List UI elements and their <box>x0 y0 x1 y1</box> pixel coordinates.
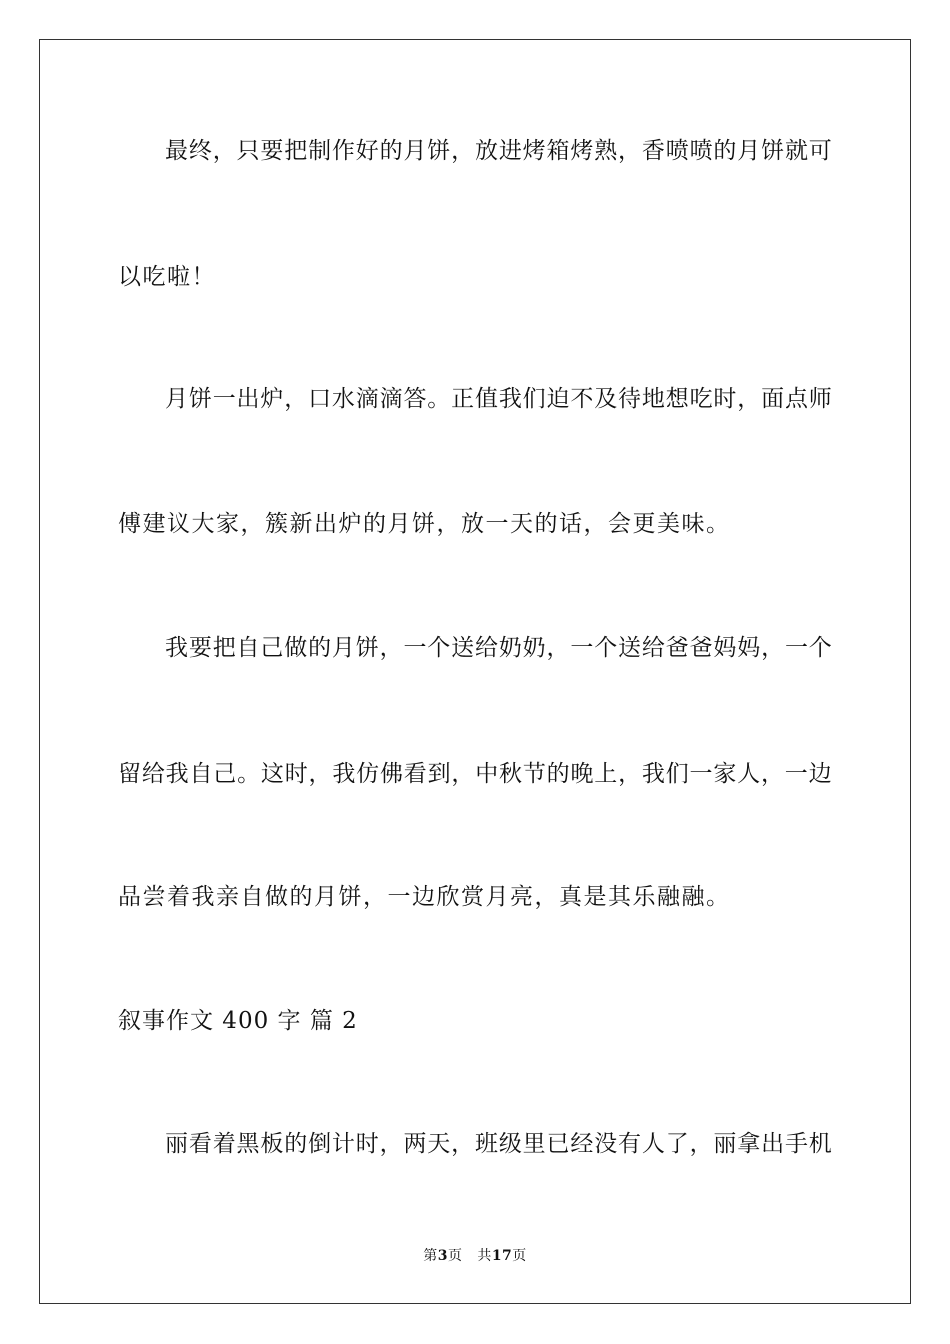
paragraph-line-4: 傅建议大家，簇新出炉的月饼，放一天的话，会更美味。 <box>118 511 731 537</box>
paragraph-line-6: 留 给 我 自 己 。 这 时 ， 我 仿 佛 看 到 ， 中 秋 节 的 晚 上 ， 我 们 一 家 人 ， 一 边 <box>118 761 832 787</box>
paragraph-line-8: 丽 看 着 黑 板 的 倒 计 时 ， 两 天 ， 班 级 里 已 经 没 有 人 了 ， 丽 拿 出 手 机 <box>165 1131 832 1157</box>
footer-total-pages: 17 <box>491 1248 513 1264</box>
footer-page-suffix: 页 <box>447 1248 463 1264</box>
footer-page-number: 3 <box>437 1248 448 1264</box>
paragraph-line-1: 最 终 ， 只 要 把 制 作 好 的 月 饼 ， 放 进 烤 箱 烤 熟 ， 香 喷 喷 的 月 饼 就 可 <box>165 138 832 164</box>
paragraph-line-3: 月 饼 一 出 炉 ， 口 水 滴 滴 答 。 正 值 我 们 迫 不 及 待 地 想 吃 时 ， 面 点 师 <box>165 386 832 412</box>
page-footer <box>0 1247 950 1265</box>
paragraph-line-7: 品尝着我亲自做的月饼，一边欣赏月亮，真是其乐融融。 <box>118 884 731 910</box>
page-border <box>39 39 911 1304</box>
footer-total-prefix: 共 <box>477 1248 492 1264</box>
footer-prefix: 第 <box>423 1248 438 1264</box>
footer-total-suffix: 页 <box>512 1248 527 1264</box>
paragraph-line-5: 我 要 把 自 己 做 的 月 饼 ， 一 个 送 给 奶 奶 ， 一 个 送 给 爸 爸 妈 妈 ， 一 个 <box>165 635 832 661</box>
paragraph-line-2: 以吃啦！ <box>118 264 216 290</box>
section-heading: 叙事作文 400 字 篇 2 <box>118 1008 358 1034</box>
